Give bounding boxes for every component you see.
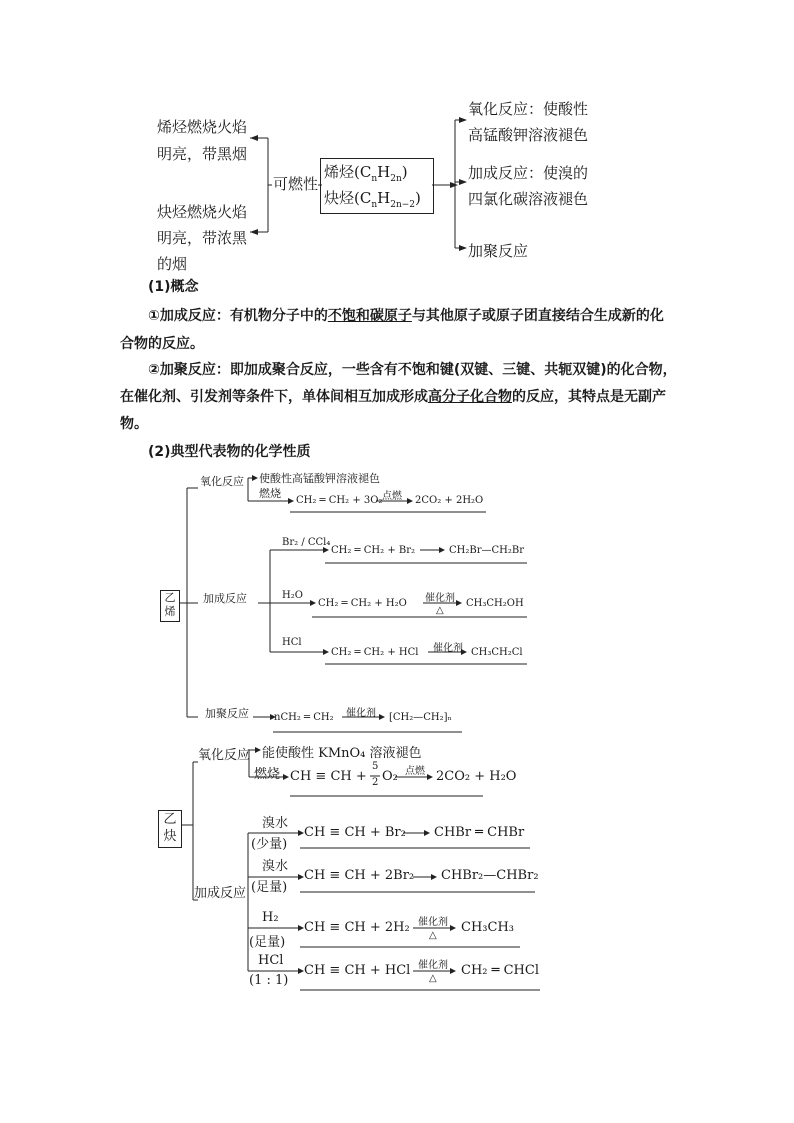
ethylene-kmno4-text: 使酸性高锰酸钾溶液褪色 — [259, 472, 380, 485]
unsaturated-carbon-term: 不饱和碳原子 — [327, 308, 412, 324]
alkyne-flame-line3: 的烟 — [157, 255, 188, 273]
acetylene-h2-eq-right: CH₃CH₃ — [461, 920, 514, 935]
ethylene-h2o-heat: △ — [436, 605, 444, 616]
acetylene-hcl-eq-right: CH₂ ═ CHCl — [461, 963, 539, 978]
ethylene-oxidation-label: 氧化反应 — [200, 475, 244, 488]
addition-line1: 加成反应：使溴的 — [468, 164, 589, 182]
ethylene-addition-label: 加成反应 — [203, 592, 247, 605]
acetylene-hcl-1: HCl — [258, 953, 284, 968]
alkyne-flame-line1: 炔烃燃烧火焰 — [157, 203, 248, 221]
alkene-flame-line2: 明亮，带黑烟 — [157, 145, 248, 163]
acetylene-h2-catalyst: 催化剂 — [418, 917, 448, 928]
ethylene-h2o-eq-right: CH₃CH₂OH — [466, 598, 524, 609]
acetylene-br-large-1: 溴水 — [262, 859, 289, 874]
acetylene-hcl-catalyst: 催化剂 — [418, 960, 448, 971]
ethylene-br-eq-left: CH₂ ═ CH₂ + Br₂ — [331, 545, 416, 556]
ethylene-polymer-label: 加聚反应 — [205, 707, 249, 720]
alkyne-flame-line2: 明亮，带浓黑 — [157, 229, 248, 247]
alkene-formula: 烯烃$(C_nH_{2n})$ — [324, 163, 408, 184]
acetylene-addition-label: 加成反应 — [194, 886, 247, 901]
ethylene-poly-eq-left: nCH₂ ═ CH₂ — [274, 712, 334, 723]
acetylene-kmno4-text: 能使酸性 KMnO₄ 溶液褪色 — [262, 746, 422, 761]
acetylene-br-large-eq-right: CHBr₂—CHBr₂ — [441, 868, 539, 883]
section2-heading: (2)典型代表物的化学性质 — [148, 444, 311, 460]
ethylene-hcl-reagent: HCl — [282, 637, 302, 648]
ethylene-burn-condition: 点燃 — [382, 491, 402, 502]
ethylene-burn-eq-right: 2CO₂ + 2H₂O — [415, 495, 484, 506]
addition-line2: 四氯化碳溶液褪色 — [468, 190, 589, 208]
acetylene-br-small-eq-right: CHBr ═ CHBr — [434, 825, 525, 840]
acetylene-burn-condition: 点燃 — [405, 766, 425, 777]
acetylene-h2-1: H₂ — [262, 910, 279, 925]
ethylene-box: 乙烯 — [160, 590, 180, 622]
acetylene-burn-eq-left: CH ≡ CH + — [290, 769, 367, 784]
ethylene-hcl-eq-left: CH₂ ═ CH₂ + HCl — [331, 647, 419, 658]
section1-heading: (1)概念 — [148, 279, 199, 295]
oxidation-line2: 高锰酸钾溶液褪色 — [468, 126, 589, 144]
alkyne-formula: 炔烃$(C_nH_{2n-2})$ — [324, 189, 421, 210]
acetylene-oxidation-label: 氧化反应 — [198, 748, 251, 763]
acetylene-burn-label: 燃烧 — [254, 767, 281, 782]
hydrocarbon-box — [320, 158, 434, 214]
ethylene-hcl-eq-right: CH₃CH₂Cl — [471, 647, 523, 658]
ethylene-burn-eq-left: CH₂ ═ CH₂ + 3O₂ — [296, 495, 383, 506]
ethylene-br-eq-right: CH₂Br—CH₂Br — [449, 545, 525, 556]
acetylene-hcl-2: (1 : 1) — [249, 973, 289, 988]
polymer-compound-term: 高分子化合物 — [428, 389, 512, 405]
acetylene-br-small-2: (少量) — [251, 837, 288, 852]
alkene-flame-line1: 烯烃燃烧火焰 — [157, 118, 248, 136]
acetylene-box: 乙炔 — [158, 810, 182, 848]
acetylene-br-small-eq-left: CH ≡ CH + Br₂ — [304, 825, 406, 840]
ethylene-poly-catalyst: 催化剂 — [346, 708, 376, 719]
polymerization-definition-line2: 在催化剂、引发剂等条件下，单体间相互加成形成高分子化合物的反应，其特点是无副产 — [120, 389, 666, 405]
acetylene-h2-heat: △ — [429, 930, 437, 941]
acetylene-br-large-2: (足量) — [251, 880, 288, 895]
ethylene-h2o-reagent: H₂O — [282, 590, 303, 601]
ethylene-burn-label: 燃烧 — [259, 487, 281, 500]
oxidation-line1: 氧化反应：使酸性 — [468, 100, 589, 118]
ethylene-br-reagent: Br₂ / CCl₄ — [282, 537, 331, 548]
ethylene-poly-eq-right: [CH₂—CH₂]ₙ — [389, 712, 452, 723]
acetylene-burn-o2: O₂ — [382, 769, 398, 784]
polymerization-label: 加聚反应 — [468, 242, 529, 260]
ethylene-h2o-eq-left: CH₂ ═ CH₂ + H₂O — [318, 598, 407, 609]
addition-definition-line1: ①加成反应：有机物分子中的不饱和碳原子与其他原子或原子团直接结合生成新的化 — [148, 308, 664, 324]
acetylene-burn-eq-right: 2CO₂ + H₂O — [436, 769, 517, 784]
acetylene-burn-frac-num: 5 — [372, 761, 379, 772]
acetylene-hcl-heat: △ — [429, 973, 437, 984]
combustibility-label: 可燃性 — [273, 175, 319, 193]
polymerization-definition-line1: ②加聚反应：即加成聚合反应，一些含有不饱和键(双键、三键、共轭双键)的化合物， — [148, 362, 677, 378]
ethylene-h2o-catalyst: 催化剂 — [425, 593, 455, 604]
acetylene-br-large-eq-left: CH ≡ CH + 2Br₂ — [304, 868, 415, 883]
addition-definition-line2: 合物的反应。 — [120, 336, 204, 352]
ethylene-hcl-catalyst: 催化剂 — [433, 643, 463, 654]
acetylene-br-small-1: 溴水 — [262, 816, 289, 831]
acetylene-h2-2: (足量) — [249, 935, 286, 950]
acetylene-burn-frac-den: 2 — [372, 777, 379, 788]
acetylene-hcl-eq-left: CH ≡ CH + HCl — [304, 963, 411, 978]
acetylene-h2-eq-left: CH ≡ CH + 2H₂ — [304, 920, 410, 935]
polymerization-definition-line3: 物。 — [120, 416, 148, 432]
